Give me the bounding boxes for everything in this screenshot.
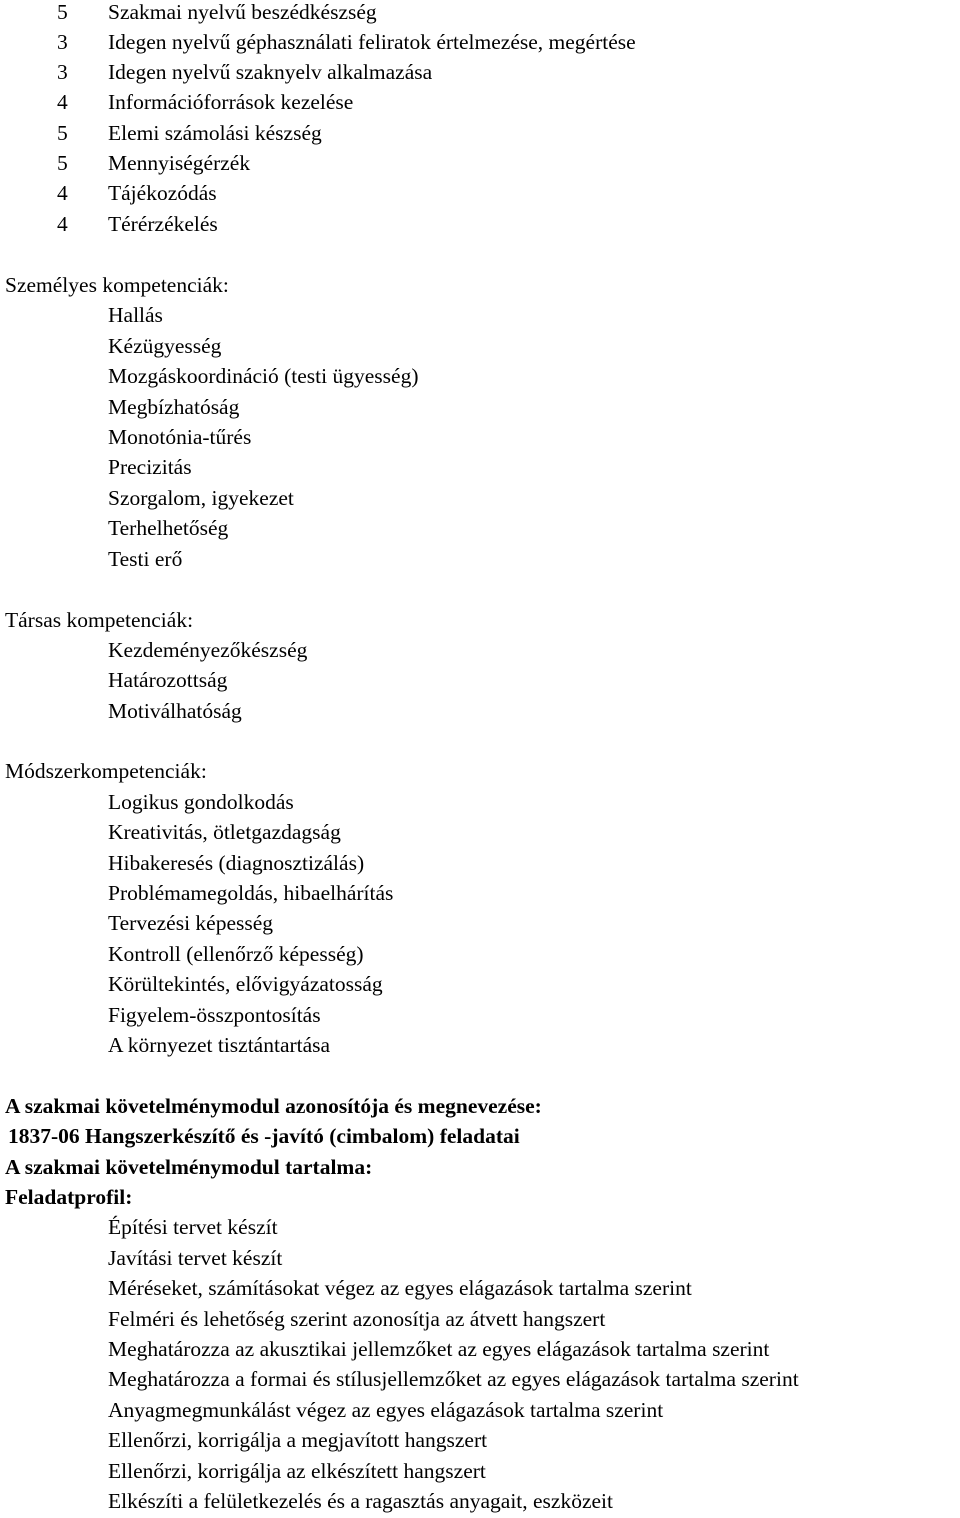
skill-score: 3 xyxy=(57,60,68,84)
competency-item: Hibakeresés (diagnosztizálás) xyxy=(108,851,365,875)
skill-name: Elemi számolási készség xyxy=(108,121,322,145)
module-content-heading: A szakmai követelménymodul tartalma: xyxy=(5,1155,373,1179)
skill-name: Térérzékelés xyxy=(108,212,218,236)
competency-item: Figyelem-összpontosítás xyxy=(108,1003,321,1027)
task-item: Elkészíti a felületkezelés és a ragasztás anyagait, eszközeit xyxy=(108,1489,613,1513)
section-heading: Személyes kompetenciák: xyxy=(5,273,229,297)
competency-item: Kézügyesség xyxy=(108,334,222,358)
task-item: Meghatározza a formai és stílusjellemzőket az egyes elágazások tartalma szerint xyxy=(108,1367,799,1391)
competency-item: Kezdeményezőkészség xyxy=(108,638,308,662)
skill-score: 4 xyxy=(57,212,68,236)
skill-score: 3 xyxy=(57,30,68,54)
module-id-heading: A szakmai követelménymodul azonosítója és megnevezése: xyxy=(5,1094,542,1118)
task-profile-heading: Feladatprofil: xyxy=(5,1185,133,1209)
competency-item: Kreativitás, ötletgazdagság xyxy=(108,820,341,844)
skill-name: Információforrások kezelése xyxy=(108,90,354,114)
skill-score: 4 xyxy=(57,181,68,205)
skill-score: 5 xyxy=(57,121,68,145)
skill-name: Idegen nyelvű géphasználati feliratok értelmezése, megértése xyxy=(108,30,636,54)
competency-item: Mozgáskoordináció (testi ügyesség) xyxy=(108,364,419,388)
task-item: Méréseket, számításokat végez az egyes elágazások tartalma szerint xyxy=(108,1276,692,1300)
skill-name: Idegen nyelvű szaknyelv alkalmazása xyxy=(108,60,433,84)
task-item: Felméri és lehetőség szerint azonosítja az átvett hangszert xyxy=(108,1307,606,1331)
competency-item: Megbízhatóság xyxy=(108,395,240,419)
skill-name: Mennyiségérzék xyxy=(108,151,251,175)
competency-item: Terhelhetőség xyxy=(108,516,229,540)
module-id-value: 1837-06 Hangszerkészítő és -javító (cimbalom) feladatai xyxy=(8,1124,520,1148)
skill-score: 5 xyxy=(57,0,68,24)
skill-name: Szakmai nyelvű beszédkészség xyxy=(108,0,377,24)
task-item: Anyagmegmunkálást végez az egyes elágazások tartalma szerint xyxy=(108,1398,664,1422)
task-item: Ellenőrzi, korrigálja a megjavított hangszert xyxy=(108,1428,488,1452)
competency-item: Precizitás xyxy=(108,455,192,479)
competency-item: A környezet tisztántartása xyxy=(108,1033,331,1057)
competency-item: Tervezési képesség xyxy=(108,911,274,935)
task-item: Javítási tervet készít xyxy=(108,1246,283,1270)
competency-item: Testi erő xyxy=(108,547,183,571)
competency-item: Kontroll (ellenőrző képesség) xyxy=(108,942,364,966)
skill-score: 4 xyxy=(57,90,68,114)
skill-name: Tájékozódás xyxy=(108,181,217,205)
skill-score: 5 xyxy=(57,151,68,175)
competency-item: Határozottság xyxy=(108,668,228,692)
task-item: Építési tervet készít xyxy=(108,1215,278,1239)
task-item: Ellenőrzi, korrigálja az elkészített hangszert xyxy=(108,1459,486,1483)
competency-item: Monotónia-tűrés xyxy=(108,425,252,449)
competency-item: Körültekintés, elővigyázatosság xyxy=(108,972,383,996)
competency-item: Problémamegoldás, hibaelhárítás xyxy=(108,881,394,905)
competency-item: Hallás xyxy=(108,303,163,327)
section-heading: Társas kompetenciák: xyxy=(5,608,194,632)
competency-item: Motiválhatóság xyxy=(108,699,242,723)
competency-item: Logikus gondolkodás xyxy=(108,790,294,814)
competency-item: Szorgalom, igyekezet xyxy=(108,486,294,510)
section-heading: Módszerkompetenciák: xyxy=(5,759,207,783)
task-item: Meghatározza az akusztikai jellemzőket az egyes elágazások tartalma szerint xyxy=(108,1337,770,1361)
